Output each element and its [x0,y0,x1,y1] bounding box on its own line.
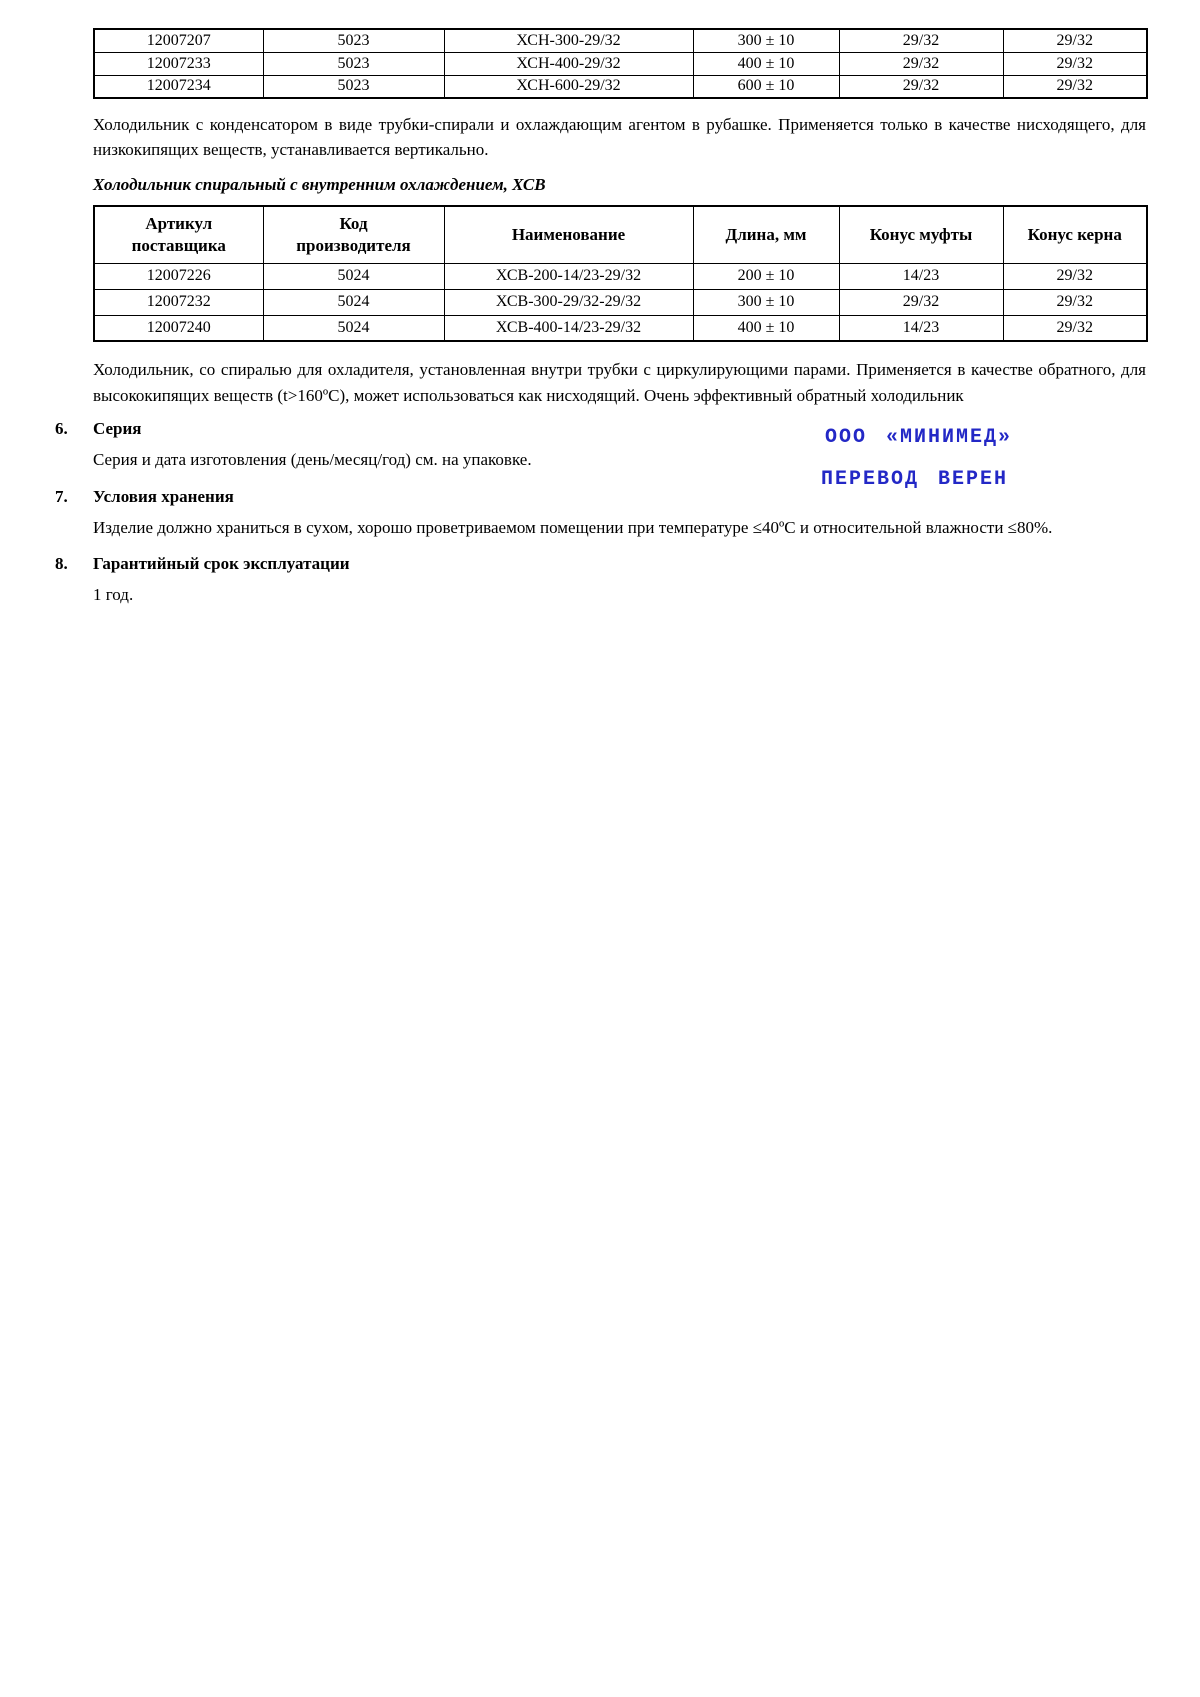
cell-mfr-code: 5023 [263,75,444,98]
section-number: 7. [55,487,68,506]
xcv-spec-table [93,205,1148,342]
cell-core-cone: 29/32 [1003,263,1147,289]
cell-socket-cone: 29/32 [839,75,1003,98]
cell-article: 12007234 [94,75,263,98]
header-line: Код [339,213,368,233]
cell-core-cone: 29/32 [1003,315,1147,341]
cell-core-cone: 29/32 [1003,289,1147,315]
translation-correct-stamp-line: ПЕРЕВОД ВЕРЕН [821,468,1009,491]
minimed-stamp-line: ООО «МИНИМЕД» [825,426,1013,449]
header-line: Конус муфты [869,224,973,244]
cell-mfr-code: 5023 [263,29,444,52]
cell-length: 300 ± 10 [693,289,839,315]
header-line: Конус керна [1027,224,1122,244]
cell-socket-cone: 29/32 [839,52,1003,75]
cell-article: 12007226 [94,263,263,289]
cell-name: ХСВ-200-14/23-29/32 [444,263,693,289]
cell-core-cone: 29/32 [1003,29,1147,52]
header-core-cone [1003,206,1147,263]
table-row [94,52,1147,75]
cell-name: ХСВ-400-14/23-29/32 [444,315,693,341]
cell-article: 12007207 [94,29,263,52]
xcn-spec-table [93,28,1148,99]
cell-socket-cone: 29/32 [839,289,1003,315]
section-title [55,554,1146,574]
section-body: Серия и дата изготовления (день/месяц/год) см. на упаковке. [93,450,532,469]
header-line: Артикул [145,213,213,233]
header-name [444,206,693,263]
section-body: Изделие должно храниться в сухом, хорошо проветриваемом помещении при температуре ≤40ºС и относительной влажности ≤80%. [93,518,1053,537]
table-header-row [94,206,1147,263]
table-row [94,75,1147,98]
header-line: поставщика [131,235,226,255]
cell-socket-cone: 14/23 [839,315,1003,341]
cell-socket-cone: 29/32 [839,29,1003,52]
cell-mfr-code: 5023 [263,52,444,75]
cell-mfr-code: 5024 [263,315,444,341]
header-socket-cone [839,206,1003,263]
table-row [94,29,1147,52]
cell-name: ХСН-300-29/32 [444,29,693,52]
section-number: 6. [55,419,68,438]
cell-mfr-code: 5024 [263,263,444,289]
cell-article: 12007232 [94,289,263,315]
cell-article: 12007240 [94,315,263,341]
xcv-description: Холодильник, со спиралью для охладителя, установленная внутри трубки с циркулирующими парами. Применяется в качестве обратного, для высококипящих веществ (t>160ºС), может использоваться как нисходящий. Очень эффективный обратный холодильник [93,360,1146,405]
header-line: Длина, мм [725,224,807,244]
document-content [55,28,1146,608]
section-title-text: Серия [93,419,142,438]
table-row [94,289,1147,315]
cell-name: ХСВ-300-29/32-29/32 [444,289,693,315]
section-number: 8. [55,554,68,573]
cell-length: 400 ± 10 [693,315,839,341]
cell-name: ХСН-600-29/32 [444,75,693,98]
table-row [94,315,1147,341]
cell-length: 300 ± 10 [693,29,839,52]
header-mfr-code [263,206,444,263]
cell-length: 400 ± 10 [693,52,839,75]
header-line: производителя [296,235,411,255]
cell-length: 600 ± 10 [693,75,839,98]
section-title-text: Условия хранения [93,487,234,506]
section-warranty [55,554,1146,608]
cell-name: ХСН-400-29/32 [444,52,693,75]
section-storage-conditions [55,487,1146,541]
header-line: Наименование [511,224,626,244]
cell-length: 200 ± 10 [693,263,839,289]
cell-socket-cone: 14/23 [839,263,1003,289]
section-title-text: Гарантийный срок эксплуатации [93,554,350,573]
cell-mfr-code: 5024 [263,289,444,315]
xcv-section-heading: Холодильник спиральный с внутренним охлаждением, ХСВ [93,175,546,194]
cell-core-cone: 29/32 [1003,52,1147,75]
section-body: 1 год. [93,585,134,604]
header-article [94,206,263,263]
header-length [693,206,839,263]
cell-core-cone: 29/32 [1003,75,1147,98]
xcn-description: Холодильник с конденсатором в виде трубки-спирали и охлаждающим агентом в рубашке. Применяется только в качестве нисходящего, для низкокипящих веществ, устанавливается вертикально. [93,115,1146,159]
table-row [94,263,1147,289]
cell-article: 12007233 [94,52,263,75]
